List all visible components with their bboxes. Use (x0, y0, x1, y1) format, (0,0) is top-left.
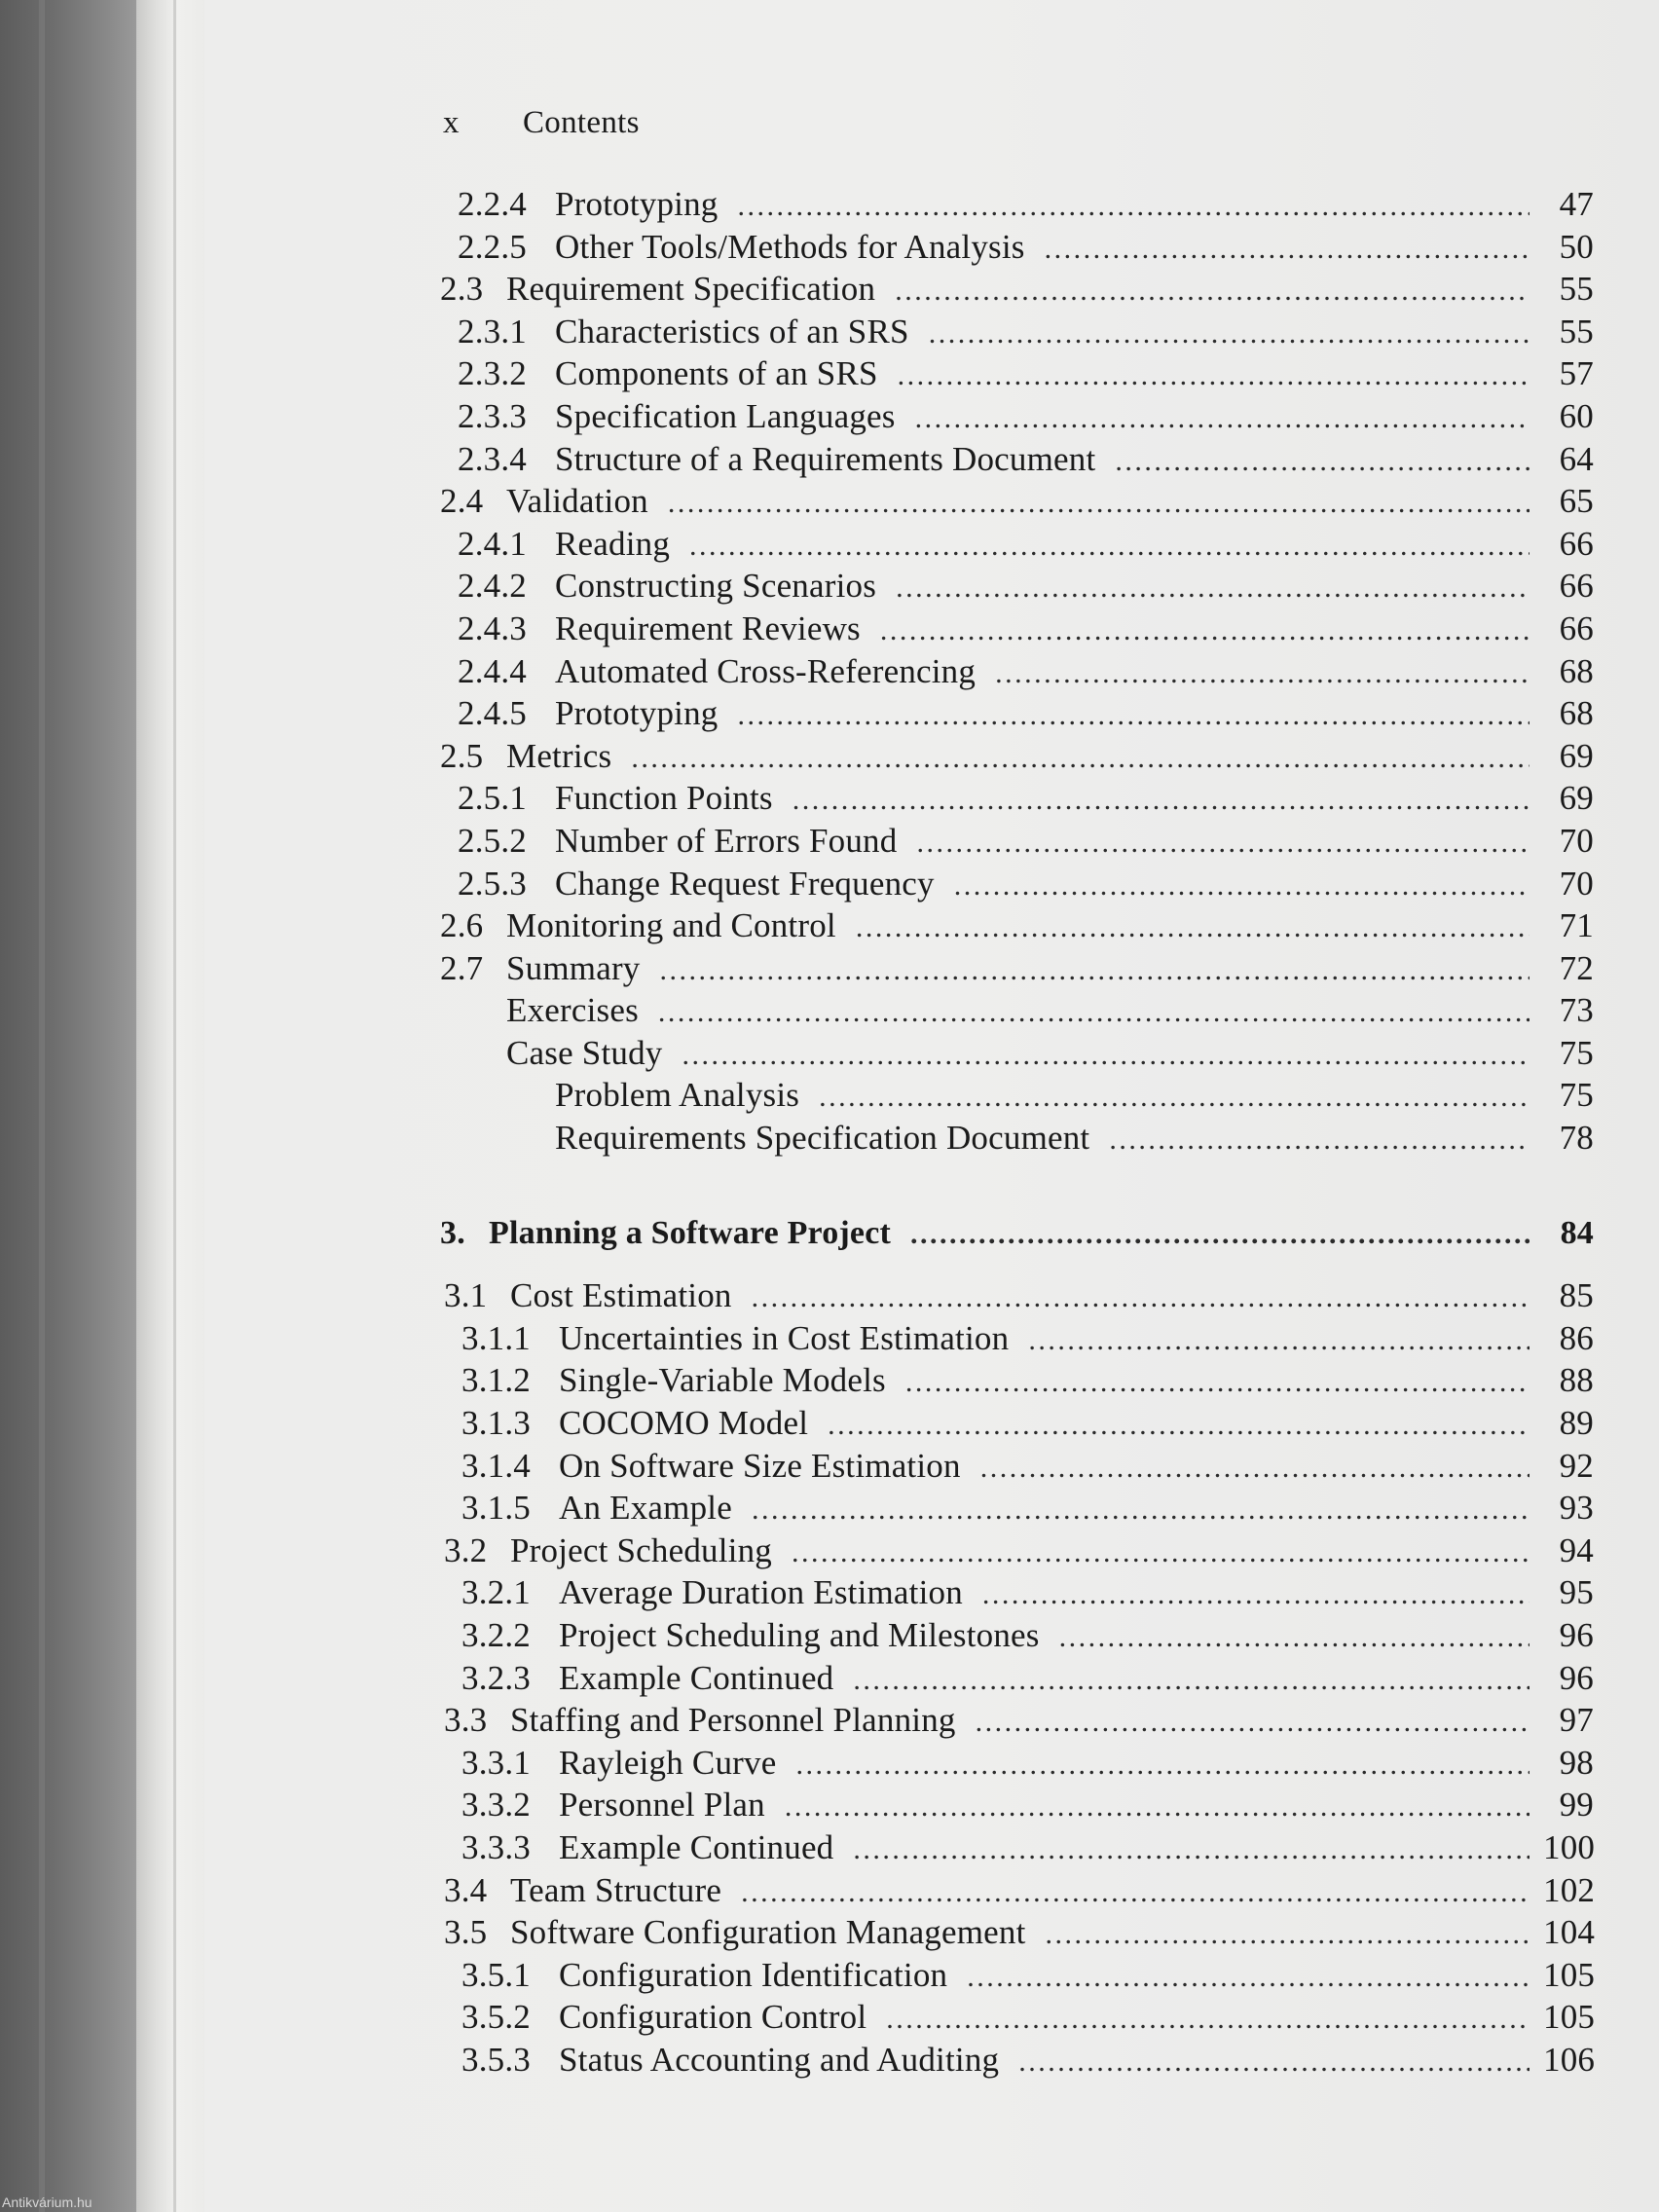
toc-entry-title: Prototyping (555, 185, 719, 223)
dot-leader (895, 275, 1530, 308)
toc-entry-number: 2.2.5 (458, 227, 527, 266)
toc-entry (440, 822, 1594, 865)
toc-entry-number: 3.1.2 (461, 1361, 531, 1400)
toc-entry-number: 2.4.5 (458, 694, 527, 733)
toc-entry-title: Number of Errors Found (555, 821, 898, 860)
dot-leader (792, 1536, 1530, 1569)
toc-entry (444, 1361, 1594, 1404)
toc-entry-title: Summary (506, 948, 641, 987)
toc-entry-number: 2.5.2 (458, 821, 527, 860)
toc-entry-number: 2.3.4 (458, 439, 527, 478)
toc-entry (444, 1447, 1594, 1490)
table-of-contents (440, 185, 1594, 2083)
dot-leader (853, 1664, 1530, 1697)
toc-entry-page: 55 (1559, 312, 1594, 350)
running-head-title: Contents (523, 105, 640, 140)
toc-entry (444, 1701, 1594, 1744)
toc-entry-page: 65 (1559, 482, 1594, 521)
toc-entry-number: 3. (440, 1214, 465, 1251)
dot-leader (886, 2003, 1530, 2036)
dot-leader (853, 1833, 1530, 1866)
toc-entry (440, 609, 1594, 652)
dot-leader (660, 954, 1530, 987)
toc-entry (444, 1573, 1594, 1616)
toc-entry-page: 50 (1559, 227, 1594, 266)
toc-entry (440, 185, 1594, 228)
dot-leader (1109, 1124, 1530, 1157)
toc-entry-number: 3.3.2 (461, 1786, 531, 1825)
toc-entry (444, 1956, 1594, 1999)
toc-entry (444, 1913, 1594, 1956)
toc-entry-page: 88 (1559, 1361, 1594, 1400)
toc-entry (440, 440, 1594, 483)
toc-entry (440, 865, 1594, 907)
toc-entry-page: 86 (1559, 1318, 1594, 1357)
dot-leader (1046, 1918, 1530, 1951)
toc-entry-number: 3.1.5 (461, 1489, 531, 1528)
toc-entry-number: 3.1.4 (461, 1446, 531, 1485)
toc-entry-number: 2.7 (440, 948, 484, 987)
toc-entry (444, 1489, 1594, 1531)
toc-entry-number: 2.3.1 (458, 312, 527, 350)
toc-entry-number: 3.1.3 (461, 1404, 531, 1443)
toc-entry-page: 70 (1559, 864, 1594, 903)
toc-entry (440, 906, 1594, 949)
toc-entry-page: 106 (1543, 2040, 1596, 2079)
dot-leader (905, 1366, 1530, 1399)
toc-entry (440, 525, 1594, 568)
toc-entry-page: 75 (1559, 1033, 1594, 1072)
toc-entry-page: 68 (1559, 694, 1594, 733)
toc-entry-title: Exercises (506, 991, 639, 1030)
toc-entry (440, 354, 1594, 397)
toc-entry-page: 98 (1559, 1743, 1594, 1782)
dot-leader (795, 1749, 1530, 1782)
toc-entry-number: 2.6 (440, 906, 484, 945)
toc-entry-number: 3.3.1 (461, 1743, 531, 1782)
toc-entry (444, 1786, 1594, 1828)
toc-entry-title: Automated Cross-Referencing (555, 651, 977, 690)
toc-entry-page: 57 (1559, 354, 1594, 393)
toc-entry-page: 71 (1559, 906, 1594, 945)
toc-entry (440, 228, 1594, 271)
toc-entry-page: 94 (1559, 1530, 1594, 1569)
dot-leader (689, 530, 1530, 563)
toc-entry-page: 92 (1559, 1446, 1594, 1485)
toc-entry (440, 1119, 1594, 1161)
toc-entry (440, 397, 1594, 440)
toc-entry-title: Configuration Identification (559, 1955, 948, 1994)
toc-entry-number: 2.3 (440, 270, 484, 309)
toc-entry (440, 1034, 1594, 1077)
dot-leader (856, 911, 1530, 944)
toc-entry-title: Change Request Frequency (555, 864, 935, 903)
toc-entry-number: 3.5 (444, 1913, 488, 1952)
dot-leader (954, 869, 1530, 903)
dot-leader (738, 190, 1530, 223)
toc-entry (444, 1659, 1594, 1702)
folio: x (443, 105, 460, 140)
toc-entry-title: Structure of a Requirements Document (555, 439, 1096, 478)
toc-entry-page: 102 (1543, 1870, 1596, 1909)
toc-entry-number: 2.4.2 (458, 567, 527, 606)
dot-leader (916, 827, 1530, 860)
toc-entry (444, 1998, 1594, 2041)
toc-entry (444, 1744, 1594, 1787)
toc-entry-page: 78 (1559, 1119, 1594, 1158)
toc-entry-title: Staffing and Personnel Planning (510, 1701, 956, 1740)
toc-entry (444, 1828, 1594, 1871)
toc-entry-page: 69 (1559, 736, 1594, 775)
dot-leader (819, 1081, 1530, 1114)
toc-entry (444, 1319, 1594, 1362)
toc-entry (440, 694, 1594, 737)
toc-entry-number: 3.4 (444, 1870, 488, 1909)
dot-leader (752, 1281, 1530, 1314)
toc-entry-page: 66 (1559, 608, 1594, 647)
toc-entry-page: 85 (1559, 1276, 1594, 1315)
toc-entry-title: Case Study (506, 1033, 663, 1072)
dot-leader (1115, 445, 1530, 478)
dot-leader (668, 487, 1530, 520)
toc-entry (440, 991, 1594, 1034)
toc-entry-title: Constructing Scenarios (555, 567, 877, 606)
toc-entry (440, 652, 1594, 695)
dot-leader (976, 1706, 1530, 1739)
toc-entry-number: 2.5 (440, 736, 484, 775)
toc-entry-title: Configuration Control (559, 1998, 867, 2037)
toc-entry-number: 3.5.3 (461, 2040, 531, 2079)
toc-entry-page: 105 (1543, 1955, 1596, 1994)
toc-entry (440, 779, 1594, 822)
dot-leader (658, 996, 1530, 1029)
toc-entry-title: Status Accounting and Auditing (559, 2040, 1000, 2079)
toc-section-2 (440, 185, 1594, 1161)
dot-leader (898, 359, 1530, 392)
dot-leader (1059, 1621, 1530, 1654)
toc-entry-number: 2.4 (440, 482, 484, 521)
toc-entry (440, 1076, 1594, 1119)
toc-entry-number: 3.2.3 (461, 1658, 531, 1697)
toc-entry-page: 97 (1559, 1701, 1594, 1740)
toc-entry-title: Cost Estimation (510, 1276, 732, 1315)
dot-leader (752, 1493, 1530, 1527)
dot-leader (741, 1876, 1530, 1909)
toc-entry-title: Uncertainties in Cost Estimation (559, 1318, 1010, 1357)
toc-entry-number: 3.3.3 (461, 1827, 531, 1866)
toc-entry-title: An Example (559, 1489, 732, 1528)
toc-entry-title: Specification Languages (555, 396, 896, 435)
toc-entry-title: Requirement Specification (506, 270, 876, 309)
toc-entry-page: 96 (1559, 1658, 1594, 1697)
dot-leader (982, 1578, 1530, 1611)
toc-entry (440, 949, 1594, 992)
toc-entry-title: On Software Size Estimation (559, 1446, 961, 1485)
toc-entry-title: Metrics (506, 736, 612, 775)
toc-entry (440, 482, 1594, 525)
toc-entry-number: 3.2 (444, 1530, 488, 1569)
toc-entry-title: Planning a Software Project (489, 1214, 892, 1251)
book-binding (0, 0, 136, 2212)
toc-entry-page: 84 (1560, 1214, 1594, 1251)
toc-entry-number: 3.5.2 (461, 1998, 531, 2037)
page-edge (136, 0, 204, 2212)
watermark: Antikvárium.hu (2, 2194, 92, 2210)
toc-entry-page: 55 (1559, 270, 1594, 309)
toc-entry-page: 66 (1559, 524, 1594, 563)
toc-entry-page: 95 (1559, 1573, 1594, 1612)
toc-entry-title: Problem Analysis (555, 1076, 800, 1115)
toc-entry (444, 1871, 1594, 1914)
toc-entry-title: Other Tools/Methods for Analysis (555, 227, 1025, 266)
dot-leader (880, 614, 1530, 647)
toc-entry-number: 2.5.3 (458, 864, 527, 903)
toc-entry-page: 99 (1559, 1786, 1594, 1825)
toc-entry-page: 105 (1543, 1998, 1596, 2037)
toc-entry-title: Rayleigh Curve (559, 1743, 777, 1782)
toc-entry-title: Average Duration Estimation (559, 1573, 963, 1612)
dot-leader (995, 657, 1530, 690)
toc-entry-title: COCOMO Model (559, 1404, 809, 1443)
toc-entry (440, 737, 1594, 780)
toc-entry-page: 75 (1559, 1076, 1594, 1115)
toc-entry-page: 47 (1559, 185, 1594, 223)
toc-entry-page: 100 (1543, 1827, 1596, 1866)
toc-entry-number: 3.3 (444, 1701, 488, 1740)
dot-leader (738, 699, 1530, 732)
dot-leader (631, 742, 1530, 775)
toc-entry-page: 60 (1559, 396, 1594, 435)
dot-leader (915, 402, 1530, 435)
toc-entry (444, 1404, 1594, 1447)
toc-entry-number: 2.2.4 (458, 185, 527, 223)
dot-leader (1045, 233, 1530, 266)
toc-entry-page: 104 (1543, 1913, 1596, 1952)
dot-leader (967, 1961, 1530, 1994)
toc-entry-title: Requirements Specification Document (555, 1119, 1090, 1158)
toc-entry-title: Personnel Plan (559, 1786, 765, 1825)
toc-entry-number: 3.1 (444, 1276, 488, 1315)
toc-entry-title: Project Scheduling and Milestones (559, 1616, 1040, 1654)
toc-entry-title: Monitoring and Control (506, 906, 836, 945)
toc-entry-number: 3.2.1 (461, 1573, 531, 1612)
dot-leader (980, 1452, 1530, 1485)
toc-entry-number: 3.2.2 (461, 1616, 531, 1654)
toc-entry-page: 70 (1559, 821, 1594, 860)
toc-entry-title: Prototyping (555, 694, 719, 733)
dot-leader (929, 317, 1530, 350)
dot-leader (793, 784, 1530, 817)
toc-entry-number: 2.4.1 (458, 524, 527, 563)
toc-entry-title: Characteristics of an SRS (555, 312, 909, 350)
toc-entry-page: 68 (1559, 651, 1594, 690)
toc-entry-title: Project Scheduling (510, 1530, 772, 1569)
toc-entry-title: Components of an SRS (555, 354, 878, 393)
toc-entry-page: 66 (1559, 567, 1594, 606)
dot-leader (1028, 1324, 1530, 1357)
toc-entry (444, 2041, 1594, 2083)
toc-entry-title: Example Continued (559, 1827, 834, 1866)
toc-entry-page: 73 (1559, 991, 1594, 1030)
toc-entry (444, 1276, 1594, 1319)
toc-entry-number: 2.5.1 (458, 779, 527, 818)
toc-entry-number: 2.3.2 (458, 354, 527, 393)
toc-entry (444, 1616, 1594, 1659)
toc-entry-title: Example Continued (559, 1658, 834, 1697)
toc-entry-title: Team Structure (510, 1870, 722, 1909)
toc-entry-title: Requirement Reviews (555, 608, 861, 647)
dot-leader (896, 571, 1530, 605)
toc-entry-title: Single-Variable Models (559, 1361, 886, 1400)
toc-entry-title: Validation (506, 482, 648, 521)
dot-leader (1018, 2046, 1530, 2079)
toc-entry-title: Software Configuration Management (510, 1913, 1026, 1952)
toc-entry-number: 3.1.1 (461, 1318, 531, 1357)
toc-section-3 (444, 1276, 1594, 2083)
toc-chapter-entry (440, 1215, 1594, 1258)
toc-entry-page: 64 (1559, 439, 1594, 478)
toc-entry (440, 313, 1594, 355)
dot-leader (910, 1218, 1530, 1251)
toc-entry-page: 93 (1559, 1489, 1594, 1528)
dot-leader (828, 1409, 1530, 1442)
running-head (443, 105, 640, 141)
toc-entry-page: 96 (1559, 1616, 1594, 1654)
toc-entry (440, 270, 1594, 313)
toc-entry-number: 2.4.3 (458, 608, 527, 647)
toc-entry-number: 2.4.4 (458, 651, 527, 690)
toc-entry-title: Function Points (555, 779, 773, 818)
toc-entry-page: 89 (1559, 1404, 1594, 1443)
toc-entry-number: 3.5.1 (461, 1955, 531, 1994)
toc-entry-page: 72 (1559, 948, 1594, 987)
toc-entry (444, 1531, 1594, 1574)
toc-entry-number: 2.3.3 (458, 396, 527, 435)
dot-leader (682, 1039, 1530, 1072)
dot-leader (785, 1790, 1530, 1824)
toc-entry-page: 69 (1559, 779, 1594, 818)
toc-entry-title: Reading (555, 524, 671, 563)
toc-entry (440, 567, 1594, 609)
